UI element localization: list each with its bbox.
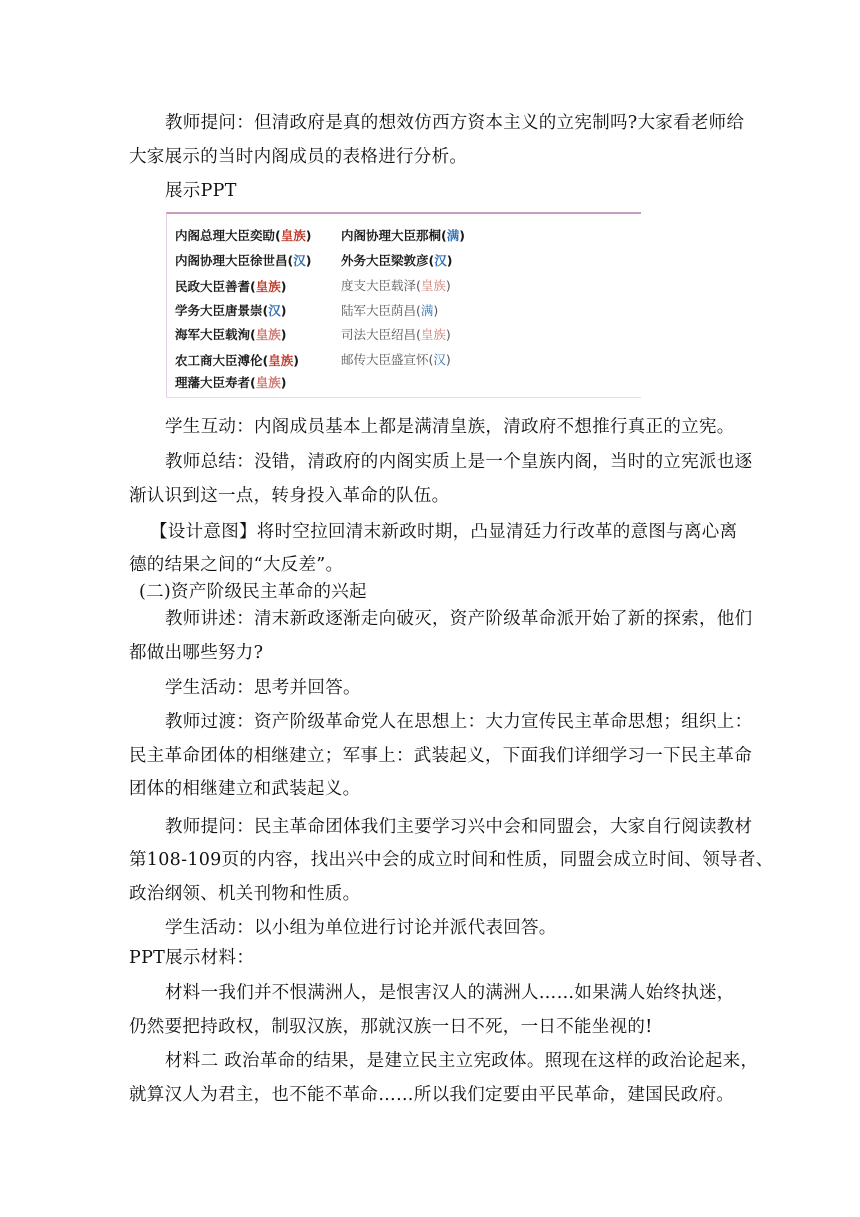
cabinet-member-name: 农工商大臣溥伦 [175,353,263,368]
cabinet-left-4 [175,326,286,344]
cabinet-member-name: 内阁总理大臣奕劻 [175,228,276,243]
cabinet-member-tag: 皇族 [255,327,281,342]
ppt-material-label: PPT展示材料： [129,948,255,968]
cabinet-member-name: 内阁协理大臣那桐 [341,228,442,243]
teacher-summary-line-1: 教师总结：没错，清政府的内阁实质上是一个皇族内阁，当时的立宪派也逐 [165,452,753,472]
material-1-line-2: 仍然要把持政权，制驭汉族，那就汉族一日不死，一日不能坐视的! [129,1017,653,1037]
paren-close: ) [433,303,439,318]
paren-open: ( [250,327,256,342]
paren-open: ( [262,303,269,318]
paren-open: ( [287,253,294,268]
paren-close: ) [280,327,287,342]
cabinet-member-tag: 皇族 [255,279,281,294]
teacher-question-2-line-2: 第108-109页的内容，找出兴中会的成立时间和性质，同盟会成立时间、领导者、 [129,850,774,870]
cabinet-member-tag: 汉 [268,303,281,318]
teacher-question-2-line-3: 政治纲领、机关刊物和性质。 [129,884,361,904]
design-intent-line-1: 【设计意图】将时空拉回清末新政时期，凸显清廷力行改革的意图与离心离 [150,522,738,542]
paren-close: ) [280,303,287,318]
paren-close: ) [445,327,451,342]
paren-close: ) [280,279,287,294]
teacher-lecture-line-1: 教师讲述：清末新政逐渐走向破灭，资产阶级革命派开始了新的探索，他们 [165,609,753,629]
paren-close: ) [305,253,312,268]
cabinet-member-tag: 皇族 [420,327,446,342]
cabinet-right-5 [341,351,451,369]
cabinet-left-1 [175,252,311,270]
paren-close: ) [445,278,451,293]
cabinet-left-3 [175,302,286,320]
paren-open: ( [441,228,447,243]
paren-open: ( [416,303,421,318]
cabinet-member-tag: 皇族 [255,375,281,390]
student-activity-2: 学生活动：以小组为单位进行讨论并派代表回答。 [165,918,557,938]
student-interaction-1: 学生互动：内阁成员基本上都是满清皇族，清政府不想推行真正的立宪。 [165,417,735,437]
cabinet-left-2 [175,278,286,296]
student-activity-1: 学生活动：思考并回答。 [165,678,361,698]
material-1-line-1: 材料一我们并不恨满洲人，是恨害汉人的满洲人……如果满人始终执迷， [165,983,735,1003]
cabinet-member-tag: 汉 [293,253,306,268]
teacher-summary-line-2: 渐认识到这一点，转身投入革命的队伍。 [129,486,450,506]
paren-open: ( [416,278,421,293]
paren-open: ( [428,352,434,367]
cabinet-right-1 [341,252,452,270]
cabinet-member-tag: 皇族 [420,278,446,293]
cabinet-member-name: 学务大臣唐景崇 [175,303,263,318]
cabinet-member-tag: 汉 [434,253,447,268]
cabinet-left-6 [175,374,286,392]
cabinet-member-tag: 满 [420,303,434,318]
cabinet-left-0 [175,227,311,245]
paren-close: ) [305,228,312,243]
ppt-slide-cabinet-table [166,212,641,398]
cabinet-member-name: 邮传大臣盛宣怀 [341,352,429,367]
cabinet-right-2 [341,277,451,295]
teacher-transition-line-2: 民主革命团体的相继建立；军事上：武装起义，下面我们详细学习一下民主革命 [129,746,752,766]
teacher-transition-line-1: 教师过渡：资产阶级革命党人在思想上：大力宣传民主革命思想；组织上： [165,712,753,732]
cabinet-left-5 [175,352,299,370]
paren-close: ) [459,228,465,243]
cabinet-right-3 [341,302,438,320]
paren-open: ( [275,228,281,243]
paren-close: ) [280,375,287,390]
cabinet-member-tag: 汉 [433,352,446,367]
paren-open: ( [250,279,256,294]
cabinet-member-name: 海军大臣载洵 [175,327,251,342]
teacher-transition-line-3: 团体的相继建立和武装起义。 [129,779,361,799]
paren-close: ) [446,253,453,268]
material-2-line-2: 就算汉人为君主，也不能不革命……所以我们定要由平民革命，建国民政府。 [129,1085,735,1105]
cabinet-member-name: 司法大臣绍昌 [341,327,417,342]
cabinet-member-name: 民政大臣善耆 [175,279,251,294]
paren-close: ) [293,353,299,368]
cabinet-member-tag: 皇族 [268,353,294,368]
cabinet-right-0 [341,227,465,245]
paren-open: ( [250,375,256,390]
show-ppt-label: 展示PPT [165,181,237,201]
cabinet-member-name: 理藩大臣寿者 [175,375,251,390]
cabinet-member-name: 度支大臣载泽 [341,278,417,293]
section-heading-2: (二)资产阶级民主革命的兴起 [139,582,367,602]
paren-open: ( [428,253,435,268]
cabinet-member-tag: 皇族 [280,228,306,243]
paren-open: ( [262,353,269,368]
teacher-question-1-line-2: 大家展示的当时内阁成员的表格进行分析。 [129,147,468,167]
paren-open: ( [416,327,421,342]
cabinet-member-tag: 满 [446,228,460,243]
cabinet-member-name: 内阁协理大臣徐世昌 [175,253,288,268]
cabinet-right-4 [341,326,451,344]
cabinet-member-name: 外务大臣梁敦彦 [341,253,429,268]
cabinet-member-name: 陆军大臣荫昌 [341,303,417,318]
material-2-line-1: 材料二 政治革命的结果，是建立民主立宪政体。照现在这样的政治论起来， [165,1051,759,1071]
paren-close: ) [445,352,451,367]
teacher-question-1-line-1: 教师提问：但清政府是真的想效仿西方资本主义的立宪制吗?大家看老师给 [165,113,745,133]
teacher-lecture-line-2: 都做出哪些努力? [129,643,264,663]
teacher-question-2-line-1: 教师提问：民主革命团体我们主要学习兴中会和同盟会，大家自行阅读教材 [165,817,753,837]
design-intent-line-2: 德的结果之间的“大反差”。 [129,555,344,575]
